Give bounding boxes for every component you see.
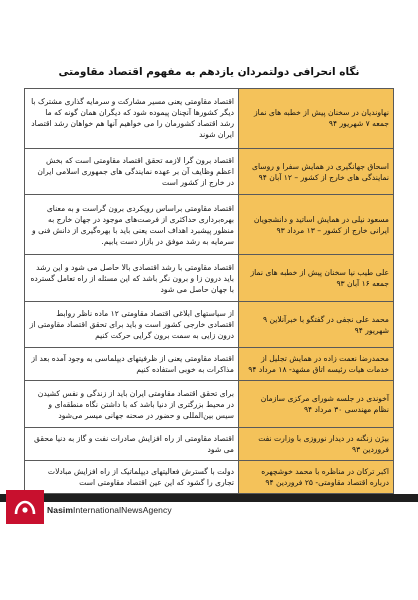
- table-row: [25, 195, 394, 255]
- table-row: [25, 427, 394, 460]
- speaker-cell: مسعود نیلی در همایش اساتید و دانشجویان ایرانی خارج از کشور – ۱۳ مرداد ۹۳: [239, 195, 394, 255]
- quote-cell: اقتصاد مقاومتی یعنی از ظرفیتهای دیپلماسی به وجود آمده بعد از مذاکرات به خوبی استفاده کنیم: [25, 348, 239, 381]
- agency-brand: [47, 505, 172, 515]
- table-row: [25, 301, 394, 347]
- table-row: [25, 89, 394, 149]
- speaker-cell: محمدرضا نعمت زاده در همایش تجلیل از خدمات هیات رئیسه اتاق مشهد- ۱۸ مرداد ۹۴: [239, 348, 394, 381]
- quote-cell: اقتصاد مقاومتی با رشد اقتصادی بالا حاصل می شود و این رشد باید درون زا و برون نگر باشد که این مسئله از راه تعامل گسترده با جهان حاصل می شود: [25, 255, 239, 301]
- speaker-cell: اکبر ترکان در مناظره با محمد خوشچهره درباره اقتصاد مقاومتی- ۲۵ فروردین ۹۴: [239, 460, 394, 493]
- speaker-cell: محمد علی نجفی در گفتگو با خبرآنلاین ۹ شهریور ۹۴: [239, 301, 394, 347]
- table-row: [25, 348, 394, 381]
- quote-cell: از سیاستهای ابلاغی اقتصاد مقاومتی ۱۲ ماده ناظر روابط اقتصادی خارجی کشور است و باید برای تحقق اقتصاد مقاومتی از درون زایی به سمت برون گرایی حرکت کنیم: [25, 301, 239, 347]
- quote-cell: اقتصاد مقاومتی از راه افزایش صادرات نفت و گاز به دنیا محقق می شود: [25, 427, 239, 460]
- page-title: نگاه انحرافی دولتمردان یازدهم به مفهوم اقتصاد مقاومتی: [58, 66, 360, 78]
- speaker-cell: علی طیب نیا سخنان پیش از خطبه های نماز جمعه ۱۶ آبان ۹۳: [239, 255, 394, 301]
- nasim-logo-mark-icon: [12, 496, 38, 518]
- footer-bar: [0, 494, 418, 502]
- speaker-cell: آخوندی در جلسه شورای مرکزی سازمان نظام مهندسی ۳۰ مرداد ۹۴: [239, 381, 394, 427]
- table-row: [25, 381, 394, 427]
- quote-cell: اقتصاد مقاومتی براساس رویکردی برون گراست و به معنای بهره‌برداری حداکثری از فرصت‌های موجود در جهان خارج به منظور پیشبرد اهداف است یعنی باید با بهره‌گیری از دانش فنی و سرمایه به رشد موفق در بازار دست یابیم.: [25, 195, 239, 255]
- quote-cell: برای تحقق اقتصاد مقاومتی ایران باید از زندگی و نفس کشیدن در محیط بزرگتری از دنیا باشد که با داشتن نگاه منطقه‌ای و سیس بین‌المللی و حضور در صحنه جهانی میسر می‌شود: [25, 381, 239, 427]
- brand-bold: Nasim: [47, 505, 74, 515]
- table-row: [25, 148, 394, 194]
- nasim-logo-icon: [6, 490, 44, 524]
- table-row: [25, 460, 394, 493]
- quote-cell: دولت با گسترش فعالیتهای دیپلماتیک از راه افزایش مبادلات تجاری را گشود که این عین اقتصاد مقاومتی است: [25, 460, 239, 493]
- table-row: [25, 255, 394, 301]
- quotes-table: [24, 88, 394, 494]
- speaker-cell: بیژن زنگنه در دیدار نوروزی با وزارت نفت فروردین ۹۳: [239, 427, 394, 460]
- speaker-cell: نهاوندیان در سخنان پیش از خطبه های نماز جمعه ۷ شهریور ۹۴: [239, 89, 394, 149]
- quote-cell: اقتصاد برون گرا لازمه تحقق اقتصاد مقاومتی است که بخش اعظم وظایف آن بر عهده نمایندگی های جمهوری اسلامی ایران در خارج از کشور است: [25, 148, 239, 194]
- quote-cell: اقتصاد مقاومتی یعنی مسیر مشارکت و سرمایه گذاری مشترک با دیگر کشورها آنچنان پیموده شود که دیگران همان گونه که ما رشد اقتصاد کشورمان را می خواهیم آنها هم خواهان رشد اقتصاد ایران شوند: [25, 89, 239, 149]
- speaker-cell: اسحاق جهانگیری در همایش سفرا و روسای نمایندگی های خارج از کشور – ۱۲ آبان ۹۴: [239, 148, 394, 194]
- brand-rest: InternationalNewsAgency: [73, 505, 172, 515]
